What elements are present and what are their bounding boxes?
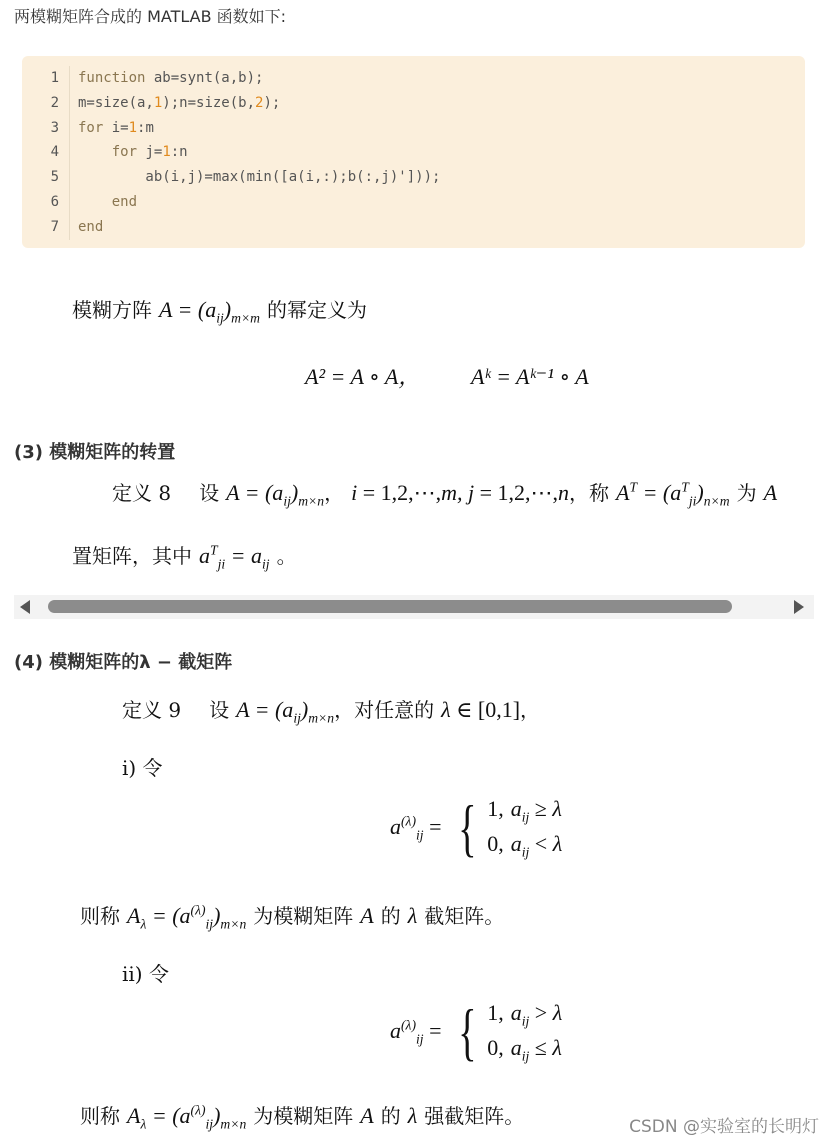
line-number: 2 [22, 91, 70, 116]
item2-cases [487, 1000, 562, 1065]
item-1-formula [390, 792, 563, 864]
def8-text-4: 为 [736, 481, 757, 505]
item2-result-matrix: $A_\lambda = (a^{(\lambda)}_{ij})_{m\times n}$ [127, 1102, 247, 1132]
item1-lhs: $a^{(\lambda)}_{ij}$ = [390, 813, 442, 843]
item2-case-2-value: 0, [487, 1035, 504, 1061]
code-line [22, 190, 805, 215]
item2-case-1 [487, 1000, 562, 1029]
power-intro: 模糊方阵 [72, 298, 152, 322]
item2-case-2-cond: $a_{ij} \le \lambda$ [510, 1035, 562, 1064]
def9-matrix: $A = (a_{ij})_{m\times n}$ [236, 697, 335, 726]
item1-result-end: 的 [380, 904, 401, 928]
intro-text: 两模糊矩阵合成的 MATLAB 函数如下: [14, 7, 287, 26]
left-brace: { [458, 792, 478, 864]
item1-case-2-cond: $a_{ij} < \lambda$ [510, 831, 563, 860]
item2-case-1-cond: $a_{ij} > \lambda$ [510, 1000, 563, 1029]
line-number: 3 [22, 116, 70, 141]
item2-result-a: A [360, 1103, 374, 1128]
code-line [22, 165, 805, 190]
item2-result-post: 为模糊矩阵 [253, 1104, 354, 1128]
item-1-label [122, 752, 163, 781]
line-number: 7 [22, 215, 70, 240]
code-text: m=size(a,1);n=size(b,2); [78, 94, 281, 111]
def8-indices: i = 1,2,⋯,m, j = 1,2,⋯,n [351, 480, 570, 505]
scroll-left-arrow-icon[interactable] [20, 600, 30, 614]
code-text: for i=1:m [78, 119, 154, 136]
item1-case-1-value: 1, [487, 796, 504, 821]
item1-cases [487, 796, 562, 861]
section-3-heading: (3) 模糊矩阵的转置 [14, 442, 176, 463]
code-line [22, 116, 805, 141]
item-1-result [80, 900, 504, 932]
code-text: ab(i,j)=max(min([a(i,:);b(:,j)'])); [78, 169, 441, 186]
code-line [22, 140, 805, 165]
item-2-label [122, 958, 169, 987]
item-2-result [80, 1100, 524, 1132]
item1-case-2-value: 0, [487, 831, 504, 857]
def8-line2-suffix: 。 [276, 544, 297, 568]
def8-line2-prefix: 置矩阵，其中 [72, 544, 192, 568]
line-number: 6 [22, 190, 70, 215]
code-text: end [78, 218, 104, 235]
scrollbar-thumb[interactable] [48, 600, 732, 613]
line-number: 5 [22, 165, 70, 190]
code-line [22, 91, 805, 116]
code-text: end [111, 193, 138, 210]
def9-lambda: λ ∈ [0,1] [441, 697, 521, 722]
def8-text-1: 设 [199, 481, 220, 505]
item1-case-1-cond: $a_{ij} \ge \lambda$ [510, 796, 562, 825]
item2-result-end: 的 [380, 1104, 401, 1128]
definition-8-line2 [72, 540, 297, 572]
power-formulas [305, 360, 589, 391]
item-2-formula [390, 996, 563, 1068]
code-block [22, 56, 805, 248]
def8-text-3: ，称 [569, 481, 610, 505]
def8-a: A [763, 480, 778, 505]
section-4-heading: (4) 模糊矩阵的λ − 截矩阵 [14, 652, 233, 673]
line-number: 1 [22, 66, 70, 91]
power-definition [72, 294, 367, 326]
def8-text-2: ， [324, 481, 345, 505]
item1-result-a: A [360, 903, 374, 928]
power-formula-2: Aᵏ = Aᵏ⁻¹ ∘ A [470, 364, 589, 389]
item1-result-post: 为模糊矩阵 [253, 904, 354, 928]
item1-result-pre: 则称 [80, 904, 120, 928]
item1-result-lambda: λ [407, 903, 418, 928]
code-line [22, 215, 805, 240]
def8-label: 定义 8 [112, 481, 172, 505]
item2-brace-group [448, 996, 563, 1068]
def8-matrix: $A = (a_{ij})_{m\times n}$ [226, 480, 325, 509]
def9-text-1: 设 [209, 698, 230, 722]
item2-case-1-value: 1, [487, 1000, 504, 1025]
item1-brace-group [448, 792, 563, 864]
item2-result-pre: 则称 [80, 1104, 120, 1128]
horizontal-scrollbar[interactable] [14, 595, 814, 619]
def8-transpose: $A^T = (a^T_{ji})_{n\times m}$ [616, 479, 730, 509]
item2-label-text: ii) 令 [122, 962, 169, 986]
watermark: CSDN @实验室的长明灯 [629, 1117, 819, 1137]
matrix-a-expr: $A = (a_{ij})_{m\times m}$ [159, 297, 260, 326]
def9-text-2: ，对任意的 [334, 698, 435, 722]
item2-lhs: $a^{(\lambda)}_{ij}$ = [390, 1017, 442, 1047]
code-line [22, 66, 805, 91]
item1-result-name: 截矩阵。 [424, 904, 505, 928]
def9-text-3: ， [520, 698, 541, 722]
scroll-right-arrow-icon[interactable] [794, 600, 804, 614]
power-suffix: 的幂定义为 [267, 298, 367, 322]
def8-element: $a^T_{ji} = a_{ij}$ [199, 542, 270, 572]
power-formula-1: A² = A ∘ A， [305, 364, 421, 389]
code-text: for j=1:n [111, 144, 188, 161]
line-number: 4 [22, 140, 70, 165]
item1-label-text: i) 令 [122, 756, 163, 780]
definition-8 [112, 477, 777, 509]
item2-case-2 [487, 1035, 562, 1064]
left-brace: { [458, 996, 478, 1068]
item2-result-name: 强截矩阵。 [424, 1104, 525, 1128]
definition-9 [122, 694, 540, 726]
item1-case-1 [487, 796, 562, 825]
item1-case-2 [487, 831, 562, 860]
item1-result-matrix: $A_\lambda = (a^{(\lambda)}_{ij})_{m\times n}$ [127, 902, 247, 932]
code-text: function ab=synt(a,b); [78, 70, 264, 86]
item2-result-lambda: λ [407, 1103, 418, 1128]
def9-label: 定义 9 [122, 698, 182, 722]
